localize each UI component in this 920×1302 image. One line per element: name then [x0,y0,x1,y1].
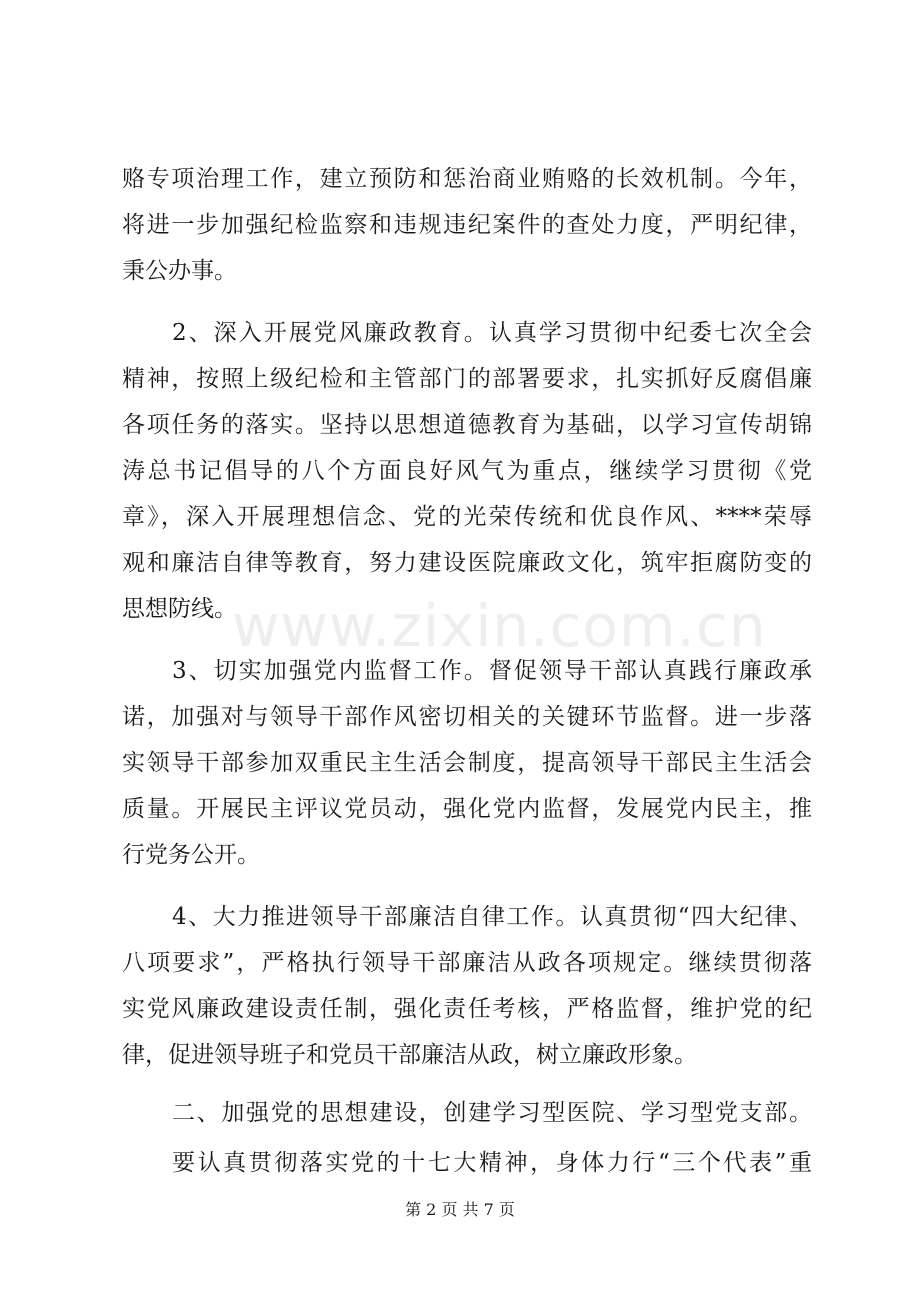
text-line: 质量。开展民主评议党员动，强化党内监督，发展党内民主，推 [122,796,812,822]
paragraph-start-line: 3、切实加强党内监督工作。督促领导干部认真践行廉政承 [172,658,812,684]
text-line: 行党务公开。 [122,842,260,868]
watermark: www.zixin.com.cn [232,592,767,660]
text-line: 精神，按照上级纪检和主管部门的部署要求，扎实抓好反腐倡廉 [122,366,812,392]
text-line: 思想防线。 [122,596,237,622]
paragraph-start-line: 2、深入开展党风廉政教育。认真学习贯彻中纪委七次全会 [172,320,812,346]
text-line: 各项任务的落实。坚持以思想道德教育为基础，以学习宣传胡锦 [122,412,812,438]
text-line: 涛总书记倡导的八个方面良好风气为重点，继续学习贯彻《党 [122,458,812,484]
page-footer: 第 2 页 共 7 页 [405,1200,515,1219]
paragraph-start-line: 4、大力推进领导干部廉洁自律工作。认真贯彻“四大纪律、 [172,904,812,930]
text-line: 诺，加强对与领导干部作风密切相关的关键环节监督。进一步落 [122,704,812,730]
text-line: 秉公办事。 [122,258,237,284]
text-line: 将进一步加强纪检监察和违规违纪案件的查处力度，严明纪律， [122,212,812,238]
text-line: 八项要求”，严格执行领导干部廉洁从政各项规定。继续贯彻落 [122,950,812,976]
text-line: 律，促进领导班子和党员干部廉洁从政，树立廉政形象。 [122,1042,697,1068]
text-line: 赂专项治理工作，建立预防和惩治商业贿赂的长效机制。今年， [122,166,812,192]
text-line: 实党风廉政建设责任制，强化责任考核，严格监督，维护党的纪 [122,996,812,1022]
paragraph-start-line: 要认真贯彻落实党的十七大精神，身体力行“三个代表”重 [172,1150,812,1176]
text-line: 章》，深入开展理想信念、党的光荣传统和优良作风、****荣辱 [122,504,812,530]
section-heading: 二、加强党的思想建设，创建学习型医院、学习型党支部。 [172,1100,812,1126]
text-line: 实领导干部参加双重民主生活会制度，提高领导干部民主生活会 [122,750,812,776]
text-line: 观和廉洁自律等教育，努力建设医院廉政文化，筑牢拒腐防变的 [122,550,812,576]
